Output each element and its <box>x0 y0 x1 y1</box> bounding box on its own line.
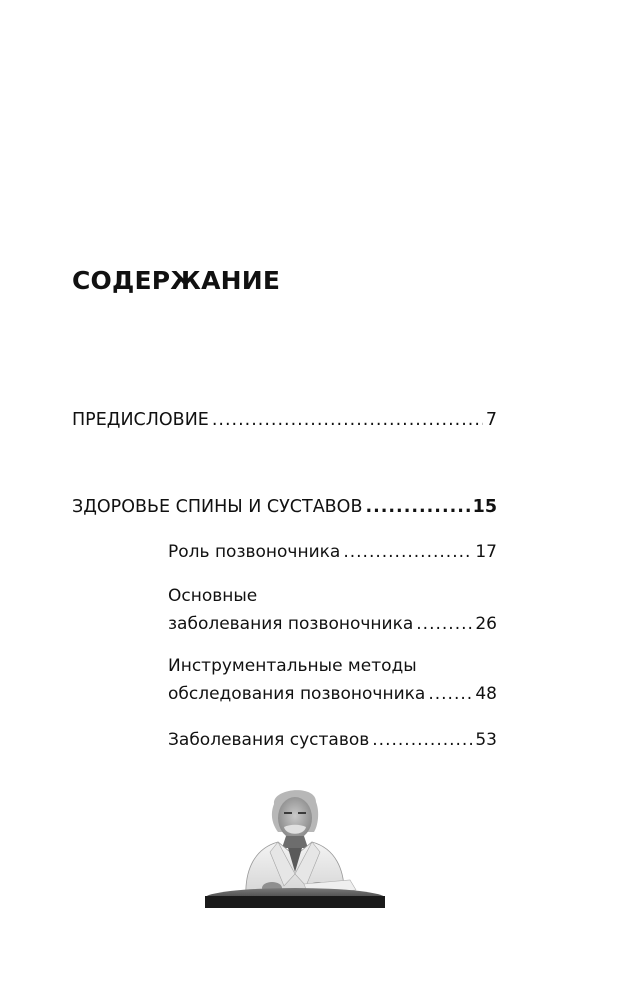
dot-leader <box>365 497 469 517</box>
toc-entry-joints[interactable] <box>168 730 497 750</box>
toc-page-number: 48 <box>475 684 497 704</box>
dot-leader <box>428 684 472 704</box>
dot-leader <box>212 410 483 430</box>
dot-leader <box>372 730 472 750</box>
toc-entry-spine-diseases[interactable] <box>168 614 497 634</box>
toc-entry-methods[interactable] <box>168 684 497 704</box>
toc-entry-methods-line1[interactable]: Инструментальные методы <box>168 656 417 676</box>
doctor-photo <box>204 782 386 908</box>
toc-entry-spine-role[interactable] <box>168 542 497 562</box>
dot-leader <box>343 542 472 562</box>
toc-page-number: 17 <box>475 542 497 562</box>
toc-page-number: 7 <box>485 410 497 430</box>
toc-entry-label: Роль позвоночника <box>168 542 341 562</box>
toc-section-health[interactable] <box>72 497 497 517</box>
toc-entry-label: ПРЕДИСЛОВИЕ <box>72 410 209 430</box>
toc-page-number: 15 <box>472 497 497 517</box>
dot-leader <box>416 614 472 634</box>
toc-entry-spine-diseases-line1[interactable]: Основные <box>168 586 258 606</box>
toc-entry-label: обследования позвоночника <box>168 684 426 704</box>
toc-entry-label: Заболевания суставов <box>168 730 370 750</box>
toc-page-number: 53 <box>475 730 497 750</box>
toc-section-label: ЗДОРОВЬЕ СПИНЫ И СУСТАВОВ <box>72 497 363 517</box>
page-title: СОДЕРЖАНИЕ <box>72 266 281 295</box>
toc-page-number: 26 <box>475 614 497 634</box>
toc-entry-preface[interactable] <box>72 410 497 430</box>
toc-entry-label: заболевания позвоночника <box>168 614 414 634</box>
